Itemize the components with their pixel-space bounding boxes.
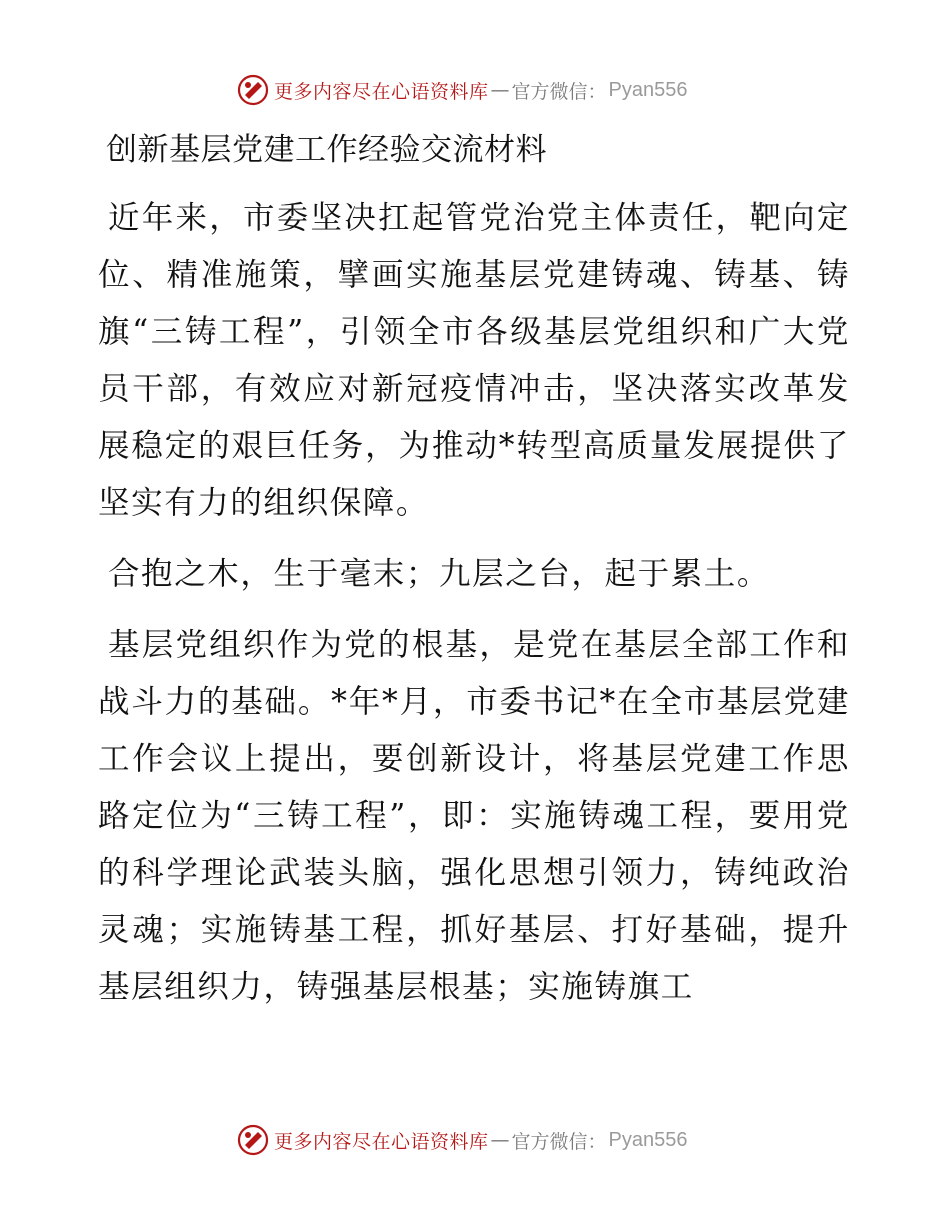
watermark-footer	[236, 1122, 688, 1158]
paragraph-2: 合抱之木，生于毫末；九层之台，起于累土。	[108, 556, 771, 592]
watermark-header	[236, 72, 688, 108]
watermark-dash: —	[490, 79, 510, 101]
document-title: 创新基层党建工作经验交流材料	[106, 132, 547, 168]
watermark-site-text: 更多内容尽在心语资料库	[274, 1130, 489, 1153]
watermark-site-text: 更多内容尽在心语资料库	[274, 80, 489, 103]
watermark-wechat-label: 官方微信：	[511, 1130, 607, 1153]
paragraph-3: 基层党组织作为党的根基，是党在基层全部工作和战斗力的基础。*年*月，市委书记*在全市基层党建工作会议上提出，要创新设计，将基层党建工作思路定位为“三铸工程”，即：实施铸魂工程，要用党的科学理论武装头脑，强化思想引领力，铸纯政治灵魂；实施铸基工程，抓好基层、打好基础，提升基层组织力，铸强基层根基；实施铸旗工	[98, 627, 850, 1005]
watermark-logo-icon	[236, 73, 270, 107]
watermark-dash: —	[490, 1129, 510, 1151]
watermark-logo-icon	[236, 1123, 270, 1157]
watermark-wechat-id: Pyan556	[608, 1128, 688, 1151]
watermark-wechat-label: 官方微信：	[511, 80, 607, 103]
paragraph-1: 近年来，市委坚决扛起管党治党主体责任，靶向定位、精准施策，擘画实施基层党建铸魂、铸基、铸旗“三铸工程”，引领全市各级基层党组织和广大党员干部，有效应对新冠疫情冲击，坚决落实改革发展稳定的艰巨任务，为推动*转型高质量发展提供了坚实有力的组织保障。	[98, 200, 850, 521]
watermark-wechat-id: Pyan556	[608, 78, 688, 101]
document-body	[98, 120, 850, 1030]
